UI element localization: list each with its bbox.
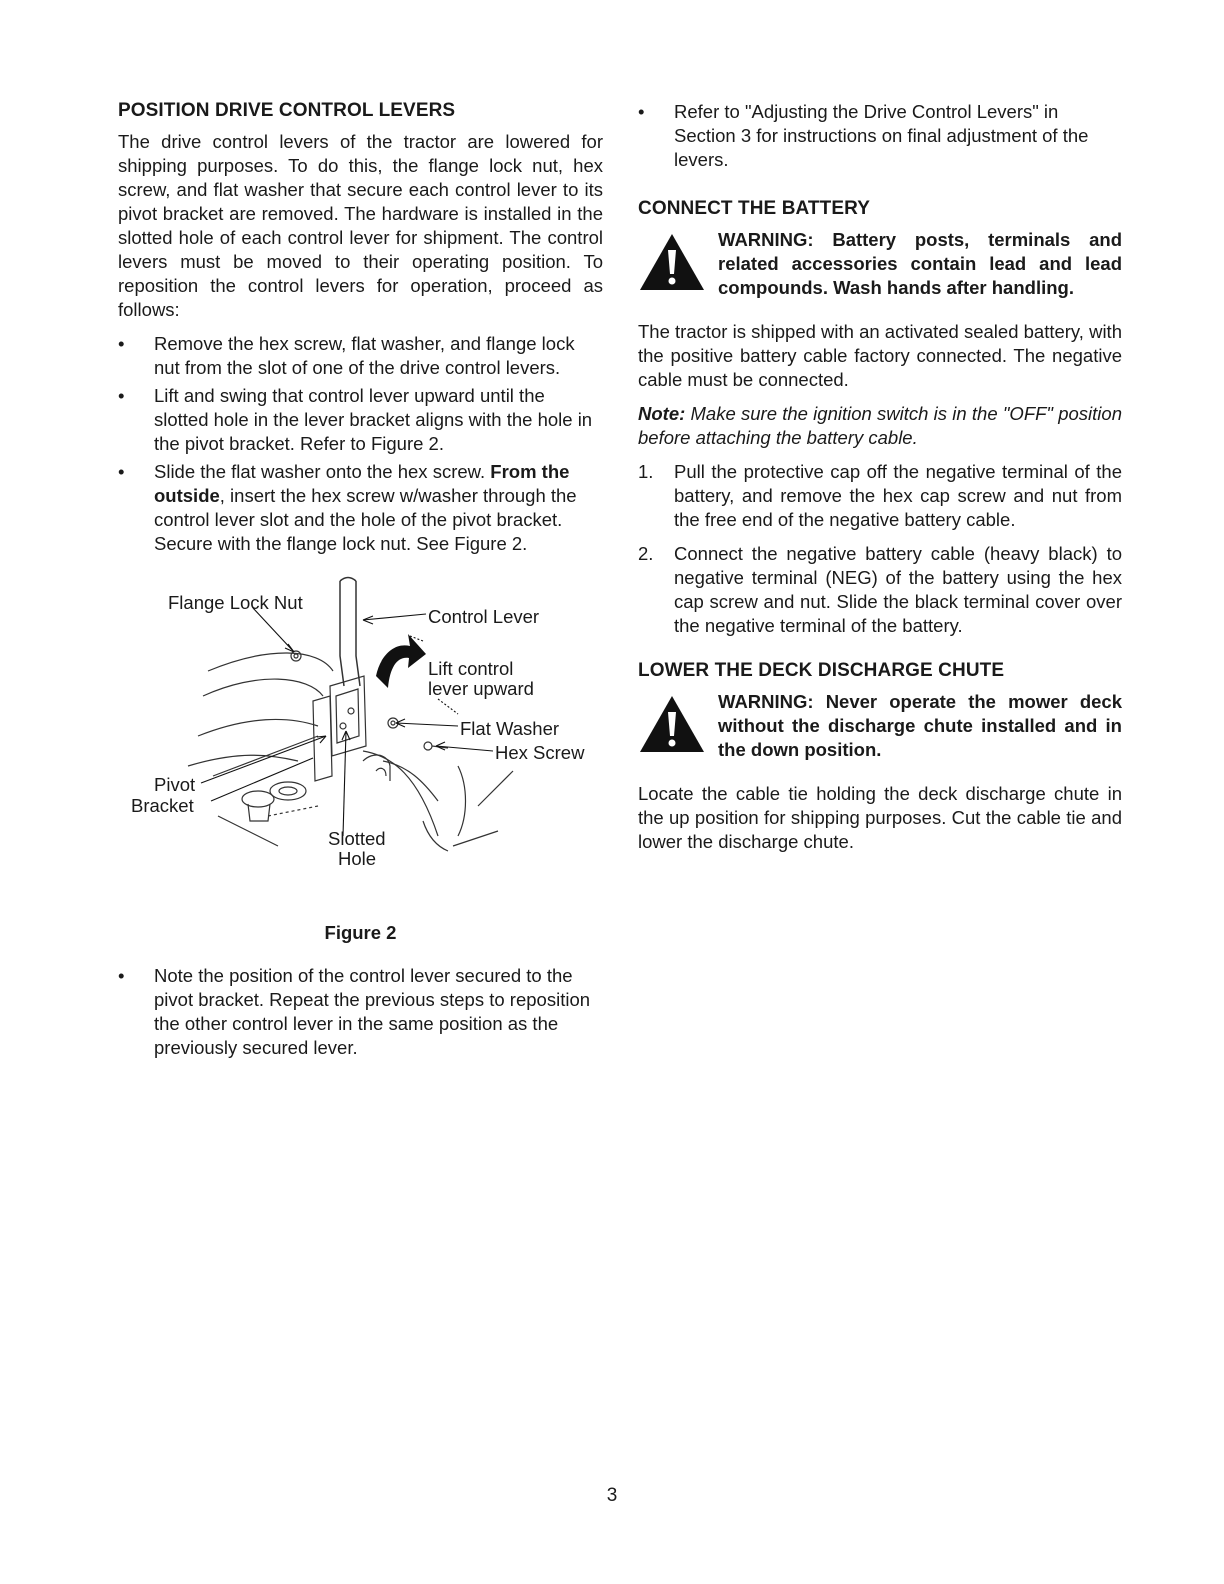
chute-paragraph: Locate the cable tie holding the deck discharge chute in the up position for shipping purposes. Cut the cable tie and lower the discharge chute. xyxy=(638,783,1122,852)
label-control-lever: Control Lever xyxy=(428,606,540,627)
note-label: Note: xyxy=(638,403,686,424)
battery-warning xyxy=(638,228,1122,300)
step-number: 1. xyxy=(638,461,654,482)
label-hole: Hole xyxy=(338,848,377,869)
label-flange-lock-nut: Flange Lock Nut xyxy=(168,592,303,613)
adjust-reference xyxy=(638,100,1122,172)
figure-caption: Figure 2 xyxy=(324,922,397,943)
label-hex-screw: Hex Screw xyxy=(495,742,585,763)
list-item xyxy=(638,460,1122,532)
position-levers-final-step xyxy=(118,964,603,1060)
battery-note xyxy=(638,402,1122,450)
step-text: Connect the negative battery cable (heavy black) to negative terminal (NEG) of the battery using the hex cap screw and nut. Slide the black terminal cover over the negative terminal of the battery. xyxy=(674,543,1122,636)
list-item-emphasis: From the outside xyxy=(154,461,570,506)
step-number: 2. xyxy=(638,543,654,564)
list-item-text: Slide the flat washer onto the hex screw. xyxy=(154,461,491,482)
list-item: • Refer to "Adjusting the Drive Control Levers" in Section 3 for instructions on final adjustment of the levers. xyxy=(638,100,1122,172)
label-slotted: Slotted xyxy=(328,828,386,849)
note-text: Make sure the ignition switch is in the "OFF" position before attaching the battery cable. xyxy=(638,403,1122,448)
list-item: • Remove the hex screw, flat washer, and flange lock nut from the slot of one of the drive control levers. xyxy=(118,332,603,380)
label-bracket: Bracket xyxy=(131,795,194,816)
right-column xyxy=(638,100,1122,864)
label-lift-control: Lift control xyxy=(428,658,514,679)
position-levers-intro: The drive control levers of the tractor are lowered for shipping purposes. To do this, the flange lock nut, hex screw, and flat washer that secure each control lever to its pivot bracket are removed. The hardware is installed in the slotted hole of each control lever for shipment. The control levers must be moved to their operating position. To reposition the control levers for operation, proceed as follows: xyxy=(118,131,603,320)
list-item xyxy=(118,460,603,556)
list-item-text: , insert the hex screw w/washer through the control lever slot and the hole of the pivot bracket. Secure with the flange lock nut. See Figure 2. xyxy=(154,485,577,554)
battery-warning-text: WARNING: Battery posts, terminals and related accessories contain lead and lead compounds. Wash hands after handling. xyxy=(718,229,1122,298)
battery-paragraph: The tractor is shipped with an activated sealed battery, with the positive battery cable factory connected. The negative cable must be connected. xyxy=(638,321,1122,390)
list-item xyxy=(638,542,1122,638)
warning-triangle-icon xyxy=(638,694,706,759)
label-lever-upward: lever upward xyxy=(428,678,534,699)
list-item: • Lift and swing that control lever upward until the slotted hole in the lever bracket aligns with the hole in the pivot bracket. Refer to Figure 2. xyxy=(118,384,603,456)
page-number: 3 xyxy=(606,1485,618,1506)
label-pivot: Pivot xyxy=(154,774,196,795)
discharge-chute-heading: LOWER THE DECK DISCHARGE CHUTE xyxy=(638,660,1005,681)
position-levers-steps xyxy=(118,332,603,556)
lift-arrow-icon xyxy=(376,634,426,688)
warning-triangle-icon xyxy=(638,232,706,297)
position-levers-heading: POSITION DRIVE CONTROL LEVERS xyxy=(118,100,456,121)
label-flat-washer: Flat Washer xyxy=(460,718,560,739)
connect-battery-heading: CONNECT THE BATTERY xyxy=(638,198,871,219)
chute-warning xyxy=(638,690,1122,762)
chute-warning-text: WARNING: Never operate the mower deck without the discharge chute installed and in the down position. xyxy=(718,691,1122,760)
step-text: Pull the protective cap off the negative terminal of the battery, and remove the hex cap screw and nut from the free end of the negative battery cable. xyxy=(674,461,1122,530)
battery-steps xyxy=(638,460,1122,638)
figure-2-diagram xyxy=(118,576,603,916)
list-item: • Note the position of the control lever secured to the pivot bracket. Repeat the previous steps to reposition the other control lever in the same position as the previously secured lever. xyxy=(118,964,603,1060)
left-column xyxy=(118,100,603,1070)
